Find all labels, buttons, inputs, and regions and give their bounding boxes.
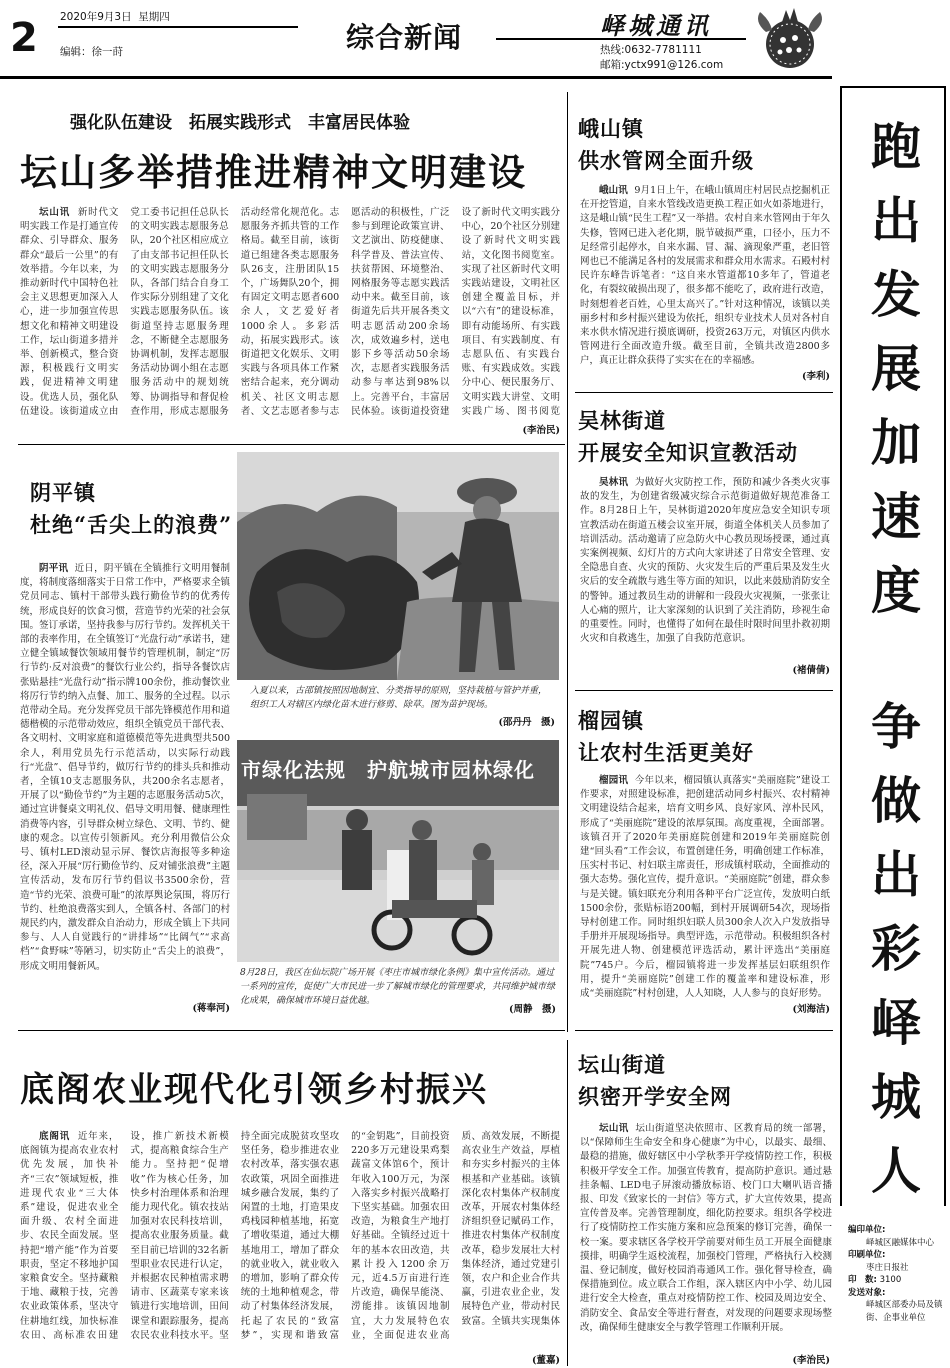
liuyuan-title: 让农村生活更美好 bbox=[578, 740, 754, 765]
slogan-line-1: 跑出发展加速度 bbox=[871, 118, 921, 620]
page-number: 2 bbox=[10, 15, 38, 61]
eshan-title: 供水管网全面升级 bbox=[578, 148, 754, 173]
top-story-byline: 坛山讯 bbox=[39, 207, 71, 218]
eshan-text: 9月1日上午，在峨山镇周庄村居民点挖掘机正在开挖管道，自来水管线改造更换工程正如火如荼地进行，这是峨山镇“民生工程”又一举措。农村自来水管网由于年久失修，管网已进入老化期，脱节破损严重，口径小，压力不足经常引起停水，自来水漏、冒、漏、滴现象严重，老旧管网也已不能满足各村的发展需求和群众用水需求。石殿村村民许东峰告诉笔者：“这自来水管道都10多年了，管道老化，有裂纹破损出现了，很多都不能吃了，政府进行改造，时刻想着老百姓，心里太高兴了。”针对这种情况，该镇以美丽乡村和乡村振兴建设为依托，组织专业技术人员对各村自来水供水情况进行摸底调研，投资263万元，对镇区内供水管网进行全面改造升级。截至目前，全镇共改造2800多户，真正让群众获得了实实在在的幸福感。 bbox=[580, 185, 830, 366]
tanshan2-place: 坛山街道 bbox=[578, 1052, 666, 1077]
top-story-body bbox=[20, 206, 560, 426]
yinping-text: 近日，阴平镇在全镇推行文明用餐制度，将制度落细落实于日常工作中，严格要求全镇党员同志、镇村干部带头践行勤俭节约的优秀传统，形成良好的饮食习惯，营造节约光荣的社会氛围。签订承诺，坚持我参与厉行节约。发挥机关干部的表率作用，在全镇签订“光盘行动”承诺书，建立健全镇域餐饮领域用餐节约管理机制，制定“厉行节约·反对浪费”的餐饮行业公约，指导各餐饮店张贴悬挂“光盘行动”指示牌100余份，推动餐饮业将厉行节约纳入点餐、加工、服务的全过程。以示范带动全局。充分发挥党员干部先锋模范作用和道德楷模的示范带动效应，组织全镇党员干部代表、各文明村、文明家庭和道德模范等先进典型共500余人，利用党员先行示范活动，以实际行动践行“光盘”、倡导节约，做厉行节约的排头兵和推动者，全镇10支志愿服务队，共200余名志愿者，开展了以“勤俭节约”为主题的志愿服务活动5次，通过宣讲餐桌文明礼仪、倡导文明用餐、健康理性消费等内容，引导群众树立绿色、文明、节约、健康的观念。以宣传引领新风。充分利用微信公众号、镇村LED滚动显示屏、餐饮店海报等多种途径，深入开展“厉行勤俭节约、反对铺张浪费”主题宣传活动，发布厉行节约倡议书3500余份，营造“节约光荣、浪费可耻”的浓厚舆论氛围，将厉行节约、杜绝浪费落实到人，全镇各村、各部门的村规民约内，激发群众自治动力，形成全镇上下共同参与、人人自觉践行的“讲排场”“比阔气”“求高档”“食野味”等陋习，切实防止“舌尖上的浪费”，形成文明用餐新风。 bbox=[20, 563, 230, 972]
wulin-title: 开展安全知识宣教活动 bbox=[578, 440, 798, 465]
eshan-author: (李利) bbox=[802, 371, 830, 382]
delivery-label: 发送对象: bbox=[848, 1287, 886, 1298]
divider-vertical-mid bbox=[567, 92, 568, 1032]
photo2-author: (周静 摄) bbox=[509, 1004, 556, 1015]
wulin-byline: 吴林讯 bbox=[599, 477, 629, 488]
eshan-byline: 峨山讯 bbox=[599, 185, 628, 196]
delivery: 峄城区部委办局及镇街、企事业单位 bbox=[866, 1300, 943, 1323]
date: 2020年9月3日 bbox=[60, 11, 132, 23]
printer-label: 印刷单位: bbox=[848, 1250, 886, 1260]
copies: 3100 bbox=[879, 1275, 902, 1285]
photo1-author: (邵丹丹 摄) bbox=[498, 717, 555, 728]
liuyuan-place: 榴园镇 bbox=[578, 708, 644, 733]
dige-title: 底阁农业现代化引领乡村振兴 bbox=[20, 1070, 488, 1110]
copies-label: 印 数: bbox=[848, 1275, 877, 1285]
printer: 枣庄日报社 bbox=[866, 1262, 909, 1273]
divider-mid-left bbox=[18, 1030, 565, 1031]
divider-right-1 bbox=[575, 392, 833, 393]
top-story-kicker: 强化队伍建设 拓展实践形式 丰富居民体验 bbox=[70, 113, 410, 133]
pomegranate-logo-icon bbox=[750, 2, 830, 74]
tanshan2-text: 坛山街道坚决依照市、区教育局的统一部署，以“保障师生生命安全和身心健康”为中心，以最实、最细、最稳的措施，做好辖区中小学秋季开学疫情防控工作，积极积极开学安全工作。加强宣传教育，提高防护意识。通过悬挂条幅、LED电子屏滚动播放标语、校门口大喇叭语音播报、印发《致家长的一封信》等方式，扩大宣传效果，提高宣传普及率。完善管理制度，细化防控要求。组织各学校进行了疫情防控工作实施方案和应急预案的修订完善，确保一校一案。要求辖区各学校开学前要对师生员工开展全面健康摸排，明确学生返校流程，加强校门管理，严格执行入校测温、登记制度，做好校园消毒通风工作。强化督导检查，确保措施到位。成立联合工作组，深入辖区内中小学、幼儿园进行安全大检查，重点对疫情防控工作、校园及周边安全、消防安全、食品安全等进行督查，对发现的问题要求现场整改，确保师生健康安全与教学管理工作顺利开展。 bbox=[580, 1123, 832, 1333]
wulin-author: (褚倩倩) bbox=[792, 665, 830, 676]
divider-right-3 bbox=[575, 1030, 833, 1031]
weekday: 星期四 bbox=[138, 11, 170, 23]
dige-author: (董嘉) bbox=[532, 1355, 560, 1366]
dige-byline: 底阁讯 bbox=[39, 1131, 71, 1142]
eshan-body bbox=[580, 184, 830, 366]
masthead-bottom-rule bbox=[0, 76, 832, 79]
masthead-rule-top bbox=[58, 26, 298, 28]
sponsor-label: 编印单位: bbox=[848, 1225, 886, 1235]
divider-top-left bbox=[18, 444, 565, 445]
wulin-place: 吴林街道 bbox=[578, 408, 666, 433]
eshan-place: 峨山镇 bbox=[578, 116, 644, 141]
section-title: 综合新闻 bbox=[346, 21, 463, 54]
top-story-title: 坛山多举措推进精神文明建设 bbox=[20, 150, 527, 194]
liuyuan-byline: 榴园讯 bbox=[599, 775, 629, 786]
slogan-line-2: 争做出彩峄城人 bbox=[871, 698, 921, 1200]
imprint bbox=[848, 1224, 946, 1324]
wulin-text: 为做好火灾防控工作，预防和减少各类火灾事故的发生，为创建省级减灾综合示范街道做好规范准备工作。8月28日上午，吴林街道2020年度应急安全知识专项宣教活动在街道五楼会议室开展，街道全体机关人员参加了培训活动。活动邀请了应急防火中心教员现场授课，通过真实案例视频、幻灯片的方式向大家讲述了日常安全管理、安全隐患自查、火灾的预防、火灾发生后的严重后果及发生火灾后的安全疏散与逃生等方面的知识，以此来鼓励消防安全的警钟。通过教员生动的讲解和一段段火灾视频，一张张让人心痛的照片，让大家深刻的认识到了关注消防，珍视生命的重要性。同时，也懂得了如何在最佳时限时间里扑救初期火灾和自救逃生，加强了自我防范意识。 bbox=[580, 477, 830, 645]
liuyuan-body bbox=[580, 774, 830, 1000]
yinping-byline: 阴平讯 bbox=[39, 563, 69, 574]
photo-greening-campaign bbox=[237, 740, 559, 962]
photo2-caption: 8月28日，我区在仙坛院广场开展《枣庄市城市绿化条例》集中宣传活动。通过一系列的宣传，促使广大市民进一步了解城市绿化的管理要求，共同维护城市绿化成果，确保城市环境日益优越。 bbox=[240, 968, 556, 1006]
editor: 编辑：徐一莳 bbox=[60, 46, 123, 58]
paper-name: 峄城通讯 bbox=[600, 11, 712, 40]
yinping-author: (蒋奉河) bbox=[192, 1003, 230, 1014]
yinping-body bbox=[20, 562, 230, 1000]
tanshan2-title: 织密开学安全网 bbox=[578, 1084, 732, 1109]
photo2-banner-text: 市绿化法规 护航城市园林绿化 bbox=[241, 758, 535, 782]
liuyuan-author: (刘海洁) bbox=[792, 1004, 830, 1015]
liuyuan-text: 今年以来，榴园镇认真落实“美丽庭院”建设工作要求，对照建设标准，把创建活动同乡村振兴、农村精神文明建设结合起来，培育文明乡风、良好家风、淳朴民风，形成了“美丽庭院”建设的浓厚氛围。高度重视，全面部署。该镇召开了2020年美丽庭院创建和2019年美丽庭院创建“回头看”工作会议，布置创建任务，明确创建工作标准，压实村书记、村妇联主席责任，形成镇村联动，全面推动的强大态势。强化宣传，提升意识。“美丽庭院”创建，群众参与是关键。镇妇联充分利用各种平台广泛宣传，发放明白纸1500余份，张贴标语200幅，到村开展调研54次，现场指导村创建工作。同时组织妇联人员300余人次入户发放指导手册并开展现场指导。典型评选，示范带动。积极组织各村开展先进人物、创建模范评选活动，累计评选出“美丽庭院”745户。今后，榴园镇将进一步发挥基层妇联组织作用，提升“美丽庭院”创建工作的覆盖率和建设标准，形成“美丽庭院”村村创建，人人知晓，人人参与的良好形势。 bbox=[580, 775, 830, 1000]
top-story-text: 新时代文明实践工作是打通宣传群众、引导群众、服务群众“最后一公里”的有效举措。今年以来，为推动新时代中国特色社会主义思想更加深入人心，进一步加强宣传思想文化和精神文明建设工作，坛山街道多措并举、创新模式，整合资源，积极践行文明实践，促进精神文明建设。优选人员，强化队伍建设。该街道成立由党工委书记担任总队长的文明实践志愿服务总队，20个社区相应成立了由支部书记担任队长的文明实践志愿服务分队，各部门结合自身工作实际分别组建了文化实践志愿服务队伍。该街道坚持志愿服务理念，不断健全志愿服务协调机制，发挥志愿服务活动协调小组在志愿服务活动中的规划统筹、协调指导和督促检查作用，形成志愿服务活动经常化规范化。志愿服务齐抓共管的工作格局。截至目前，该街道已组建各类志愿服务队26支，注册团队15个，广场舞队20个，拥有固定文明志愿者600余人，文艺爱好者1000余人。多彩活动，拓展实践形式。该街道把文化娱乐、文明实践与各项具体工作紧密结合起来，充分调动机关、社区文明志愿者、文艺志愿者参与志愿活动的积极性，广泛参与到理论政策宣讲、文艺演出、防疫健康、科学普及、普法宣传、扶贫帮困、环境整治、网格服务等志愿实践活动中来。截至目前，该街道先后共开展各类文明志愿活动200余场次，成效遍乡村，送电影下乡等活动50余场次，志愿者实践服务活动参与率达到98%以上。完善平台，丰富居民体验。该街道投资建设了新时代文明实践分中心，20个社区分别建设了新时代文明实践站，文化图书阅览室。实现了社区新时代文明实践站建设，文明社区创建全覆盖目标，并以“六有”的建设标准，即有动能场所、有实践项目、有实践制度、有志愿队伍、有实践台账、有实践成效。实践分中心、便民服务厅、文明实践大讲堂、文明实践广场、图书阅览 bbox=[20, 207, 560, 417]
photo1-caption: 入夏以来，古邵镇按照因地制宜、分类指导的原则，坚持栽植与管护并重，组织工人对辖区内绿化苗木进行修剪、除草。图为苗护现场。 bbox=[250, 686, 548, 710]
yinping-title: 杜绝“舌尖上的浪费” bbox=[30, 512, 233, 537]
dige-text: 近年来，底阁镇为提高农业农村优先发展，加快补齐“三农”领域短板，推进现代农业“三大体系”建设，促进农业全面升级、农村全面进步、农民全面发展。坚持把“增产能”作为首要职责，坚定不移地护国家粮食安全。坚持藏粮于地、藏粮于技，完善农业政策体系，坚决守住耕地红线，加快标准农田、高标准农田建设，推广新技术新模式，提高粮食综合生产能力。坚持把“促增收”作为核心任务，加快乡村治理体系和治理能力现代化。镇农技站加强对农民科技培训，提高农业服务质量。截至目前已培训的32名新型职业农民进行认定，并根据农民种植需求聘请市、区蔬菜专家来该镇进行实地培训，田间课堂和跟踪服务，提高农民农业科技水平。坚持全面完成脱贫攻坚攻坚任务，稳步推进农业农村改革，落实强农惠农政策，巩固全面推进城乡融合发展，集约了闲置的土地，打造果皮鸡栈园种植基地，拓宽了增收渠道，通过大棚基地用工，增加了群众的就业收入，就业收入的增加，影响了群众传统的土地种植观念，带动了村集体经济发展，托起了农民的“致富梦”，实现和谐致富的“金钥匙”，目前投资220多万元建设果鸡梨蔬富文体馆6个，预计年收入100万元，为深入落实乡村振兴战略打下坚实基础。加强农田改造，为粮食生产地打好基础。全镇经过近十年的基本农田改造，共累计投入1200余万元，近4.5万亩进行连片改造，确保旱能浇、涝能排。该镇因地制宜，大力发展特色农业，全面促进农业高质、高效发展，不断提高农业生产效益，厚植和夯实乡村振兴的主体根基和产业基础。该镇深化农村集体产权制度改革，开展农村集体经济组织登记赋码工作，推进农村集体产权制度改革，稳步发展壮大村集体经济，通过党建引领，农户和企业合作共赢，引进农业企业，发展特色产业，带动村民致富。全镇共实现集体 bbox=[20, 1131, 560, 1341]
hotline: 热线:0632-7781111 bbox=[600, 44, 702, 56]
tanshan2-body bbox=[580, 1122, 832, 1352]
yinping-place: 阴平镇 bbox=[30, 480, 96, 505]
tanshan2-byline: 坛山讯 bbox=[599, 1123, 629, 1134]
divider-vertical-bottom bbox=[567, 1040, 568, 1366]
divider-right-2 bbox=[575, 690, 833, 691]
sponsor: 峄城区融媒体中心 bbox=[866, 1237, 935, 1248]
issue-date bbox=[60, 10, 170, 24]
wulin-body bbox=[580, 476, 830, 662]
photo-seedling-pruning bbox=[237, 452, 559, 680]
tanshan2-author: (李治民) bbox=[792, 1355, 830, 1366]
top-story-author: (李治民) bbox=[522, 425, 560, 436]
dige-body bbox=[20, 1130, 560, 1356]
email: 邮箱:yctx991@126.com bbox=[600, 59, 724, 71]
